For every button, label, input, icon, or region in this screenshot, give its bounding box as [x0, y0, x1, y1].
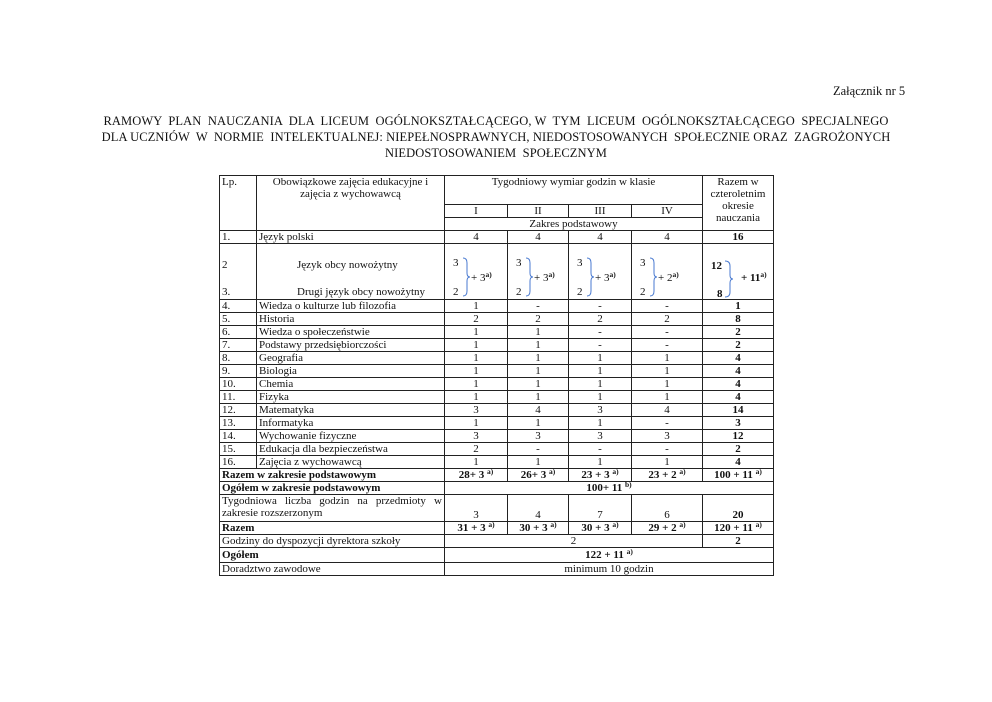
header-subjects: Obowiązkowe zajęcia edukacyjne i zajęcia z wychowawcą: [257, 176, 445, 231]
table-row: [220, 430, 774, 443]
header-class: IV: [632, 205, 703, 218]
row-value: 1: [445, 352, 508, 365]
row-value: 3: [445, 495, 508, 522]
row-lp: 14.: [220, 430, 257, 443]
row-value: -: [632, 443, 703, 456]
row-value: 1: [508, 365, 569, 378]
row-value: 3: [508, 430, 569, 443]
table-row: [220, 300, 774, 313]
row-value: 1: [508, 456, 569, 469]
row-name: Fizyka: [257, 391, 445, 404]
row-value: 2: [445, 313, 508, 326]
language-hours-bracket: [632, 244, 702, 298]
row-lp: 8.: [220, 352, 257, 365]
ogolem-podstawowy-row: [220, 482, 774, 495]
header-class: I: [445, 205, 508, 218]
curly-brace-icon: [462, 257, 470, 297]
row-total: 14: [703, 404, 774, 417]
row-value: 26+ 3 $^{a)}$: [508, 469, 569, 482]
table-row: [220, 404, 774, 417]
row-value: 1: [508, 391, 569, 404]
table-row: [220, 231, 774, 244]
row-total: 1: [703, 300, 774, 313]
row-total: 4: [703, 365, 774, 378]
header-total: Razem w czteroletnim okresie nauczania: [703, 176, 774, 231]
annex-label: Załącznik nr 5: [833, 84, 906, 98]
row-name: Matematyka: [257, 404, 445, 417]
table-row: [220, 352, 774, 365]
table-row: [220, 443, 774, 456]
dyrektor-row: [220, 535, 774, 548]
table-row: [220, 365, 774, 378]
row-value: 1: [569, 417, 632, 430]
row-lp: 9.: [220, 365, 257, 378]
bracket-top: 3: [516, 257, 522, 269]
row-value: 1: [508, 352, 569, 365]
row-value: -: [569, 326, 632, 339]
header-class: III: [569, 205, 632, 218]
title-line: DLA UCZNIÓW W NORMIE INTELEKTUALNEJ: NIEPEŁNOSPRAWNYCH, NIEDOSTOSOWANYCH SPOŁECZNIE ORAZ ZAGROŻONYCH: [101, 130, 891, 144]
row-total: 2: [703, 443, 774, 456]
row-name: Edukacja dla bezpieczeństwa: [257, 443, 445, 456]
row-value: 28+ 3 $^{a)}$: [445, 469, 508, 482]
row-total: 12: [703, 430, 774, 443]
row-value: 1: [508, 326, 569, 339]
row-value: 6: [632, 495, 703, 522]
table-row: [220, 326, 774, 339]
row-label: Ogółem w zakresie podstawowym: [220, 482, 445, 495]
row-lp: 3.: [222, 286, 231, 298]
row-value: 1: [632, 352, 703, 365]
razem-row: [220, 522, 774, 535]
bracket-top: 3: [640, 257, 646, 269]
table-row: [220, 313, 774, 326]
row-total: 20: [703, 495, 774, 522]
row-value: 2: [445, 443, 508, 456]
row-name: Biologia: [257, 365, 445, 378]
row-name: Wychowanie fizyczne: [257, 430, 445, 443]
row-total: 120 + 11 $^{a)}$: [703, 522, 774, 535]
row-lp: 5.: [220, 313, 257, 326]
row-value: -: [569, 300, 632, 313]
row-total: 4: [703, 352, 774, 365]
row-value: 1: [569, 456, 632, 469]
row-total: 4: [703, 456, 774, 469]
language-total-bracket: [703, 244, 773, 300]
curly-brace-icon: [649, 257, 657, 297]
row-total: 2: [703, 339, 774, 352]
row-label: Godziny do dyspozycji dyrektora szkoły: [220, 535, 445, 548]
header-class: II: [508, 205, 569, 218]
title-line: NIEDOSTOSOWANIEM SPOŁECZNYM: [384, 146, 608, 160]
row-value: 1: [508, 417, 569, 430]
row-value: -: [632, 417, 703, 430]
row-lp: 2: [222, 259, 228, 271]
row-value: 7: [569, 495, 632, 522]
row-lp: 11.: [220, 391, 257, 404]
bracket-bottom: 2: [516, 286, 522, 298]
bracket-plus: + $11^{a)}$: [741, 270, 767, 284]
table-row: [220, 378, 774, 391]
curly-brace-icon: [586, 257, 594, 297]
row-value: -: [508, 300, 569, 313]
row-value: -: [632, 300, 703, 313]
row-value: 1: [445, 300, 508, 313]
row-label: Doradztwo zawodowe: [220, 563, 445, 576]
row-value: 1: [632, 378, 703, 391]
row-lp: 16.: [220, 456, 257, 469]
row-name: Drugi język obcy nowożytny: [297, 286, 425, 298]
row-value: 1: [445, 326, 508, 339]
table-row: [220, 417, 774, 430]
bracket-plus: + $3^{a)}$: [534, 270, 555, 284]
row-value: -: [569, 339, 632, 352]
row-lp: 4.: [220, 300, 257, 313]
row-value: 2: [508, 313, 569, 326]
bracket-bottom: 8: [717, 288, 723, 300]
row-value: 30 + 3 $^{a)}$: [508, 522, 569, 535]
row-value: 4: [508, 404, 569, 417]
doradztwo-row: [220, 563, 774, 576]
row-lp: 6.: [220, 326, 257, 339]
row-lp: 10.: [220, 378, 257, 391]
bracket-bottom: 2: [640, 286, 646, 298]
row-value: minimum 10 godzin: [445, 563, 774, 576]
ogolem-row: [220, 548, 774, 563]
language-hours-bracket: [508, 244, 568, 298]
table-row: [220, 391, 774, 404]
language-hours-bracket: [569, 244, 631, 298]
row-value: 4: [445, 231, 508, 244]
row-name: Język polski: [257, 231, 445, 244]
row-total: 16: [703, 231, 774, 244]
row-name: Podstawy przedsiębiorczości: [257, 339, 445, 352]
row-value: 1: [508, 378, 569, 391]
header-lp: Lp.: [220, 176, 257, 231]
bracket-plus: + $2^{a)}$: [658, 270, 679, 284]
row-name: Język obcy nowożytny: [297, 259, 398, 271]
curly-brace-icon: [525, 257, 533, 297]
row-value: 3: [569, 430, 632, 443]
row-value: 3: [445, 430, 508, 443]
row-total: 2: [703, 535, 774, 548]
row-value: 4: [632, 231, 703, 244]
row-value: -: [632, 339, 703, 352]
row-value: 1: [508, 339, 569, 352]
row-name: Wiedza o kulturze lub filozofia: [257, 300, 445, 313]
row-name: Geografia: [257, 352, 445, 365]
table-row: [220, 339, 774, 352]
row-label: Razem w zakresie podstawowym: [220, 469, 445, 482]
row-value: 1: [569, 365, 632, 378]
bracket-top: 3: [453, 257, 459, 269]
bracket-top: 3: [577, 257, 583, 269]
bracket-bottom: 2: [453, 286, 459, 298]
row-value: 1: [632, 365, 703, 378]
row-name: Informatyka: [257, 417, 445, 430]
row-lp: 7.: [220, 339, 257, 352]
row-value: 2: [445, 535, 703, 548]
row-value: 100+ 11 $^{b)}$: [445, 482, 774, 495]
row-total: 2: [703, 326, 774, 339]
row-name: Chemia: [257, 378, 445, 391]
rozszerzony-row: [220, 495, 774, 522]
row-value: 3: [445, 404, 508, 417]
row-value: 29 + 2 $^{a)}$: [632, 522, 703, 535]
row-value: 31 + 3 $^{a)}$: [445, 522, 508, 535]
row-label: Tygodniowa liczba godzin na przedmioty w zakresie rozszerzonym: [220, 495, 445, 522]
header-scope: Zakres podstawowy: [445, 218, 703, 231]
bracket-bottom: 2: [577, 286, 583, 298]
row-lp: 12.: [220, 404, 257, 417]
row-value: 4: [508, 231, 569, 244]
bracket-plus: + $3^{a)}$: [471, 270, 492, 284]
row-lp: 15.: [220, 443, 257, 456]
row-value: 2: [569, 313, 632, 326]
document-title: [0, 113, 992, 161]
row-value: 1: [632, 456, 703, 469]
row-value: 1: [569, 378, 632, 391]
row-lp: 1.: [220, 231, 257, 244]
row-total: 8: [703, 313, 774, 326]
row-value: 122 + 11 $^{a)}$: [445, 548, 774, 563]
curly-brace-icon: [724, 260, 734, 298]
row-name: Wiedza o społeczeństwie: [257, 326, 445, 339]
row-value: 1: [569, 391, 632, 404]
row-name: Historia: [257, 313, 445, 326]
row-value: 4: [632, 404, 703, 417]
bracket-top: 12: [711, 260, 722, 272]
row-total: 100 + 11 $^{a)}$: [703, 469, 774, 482]
row-label: Razem: [220, 522, 445, 535]
table-row-languages: [220, 244, 774, 300]
row-value: 1: [569, 352, 632, 365]
row-value: 30 + 3 $^{a)}$: [569, 522, 632, 535]
header-weekly: Tygodniowy wymiar godzin w klasie: [445, 176, 703, 205]
row-value: 4: [508, 495, 569, 522]
bracket-plus: + $3^{a)}$: [595, 270, 616, 284]
row-value: -: [632, 326, 703, 339]
table-row: [220, 456, 774, 469]
language-hours-bracket: [445, 244, 507, 298]
teaching-plan-table: [219, 175, 774, 576]
row-value: 23 + 2 $^{a)}$: [632, 469, 703, 482]
row-value: 23 + 3 $^{a)}$: [569, 469, 632, 482]
row-value: 3: [569, 404, 632, 417]
row-total: 4: [703, 391, 774, 404]
row-value: 1: [445, 365, 508, 378]
row-lp: 13.: [220, 417, 257, 430]
row-value: 2: [632, 313, 703, 326]
row-name: Zajęcia z wychowawcą: [257, 456, 445, 469]
row-value: -: [569, 443, 632, 456]
row-value: -: [508, 443, 569, 456]
row-total: 4: [703, 378, 774, 391]
row-value: 1: [445, 417, 508, 430]
row-total: 3: [703, 417, 774, 430]
row-value: 1: [445, 378, 508, 391]
row-value: 1: [445, 456, 508, 469]
row-value: 3: [632, 430, 703, 443]
row-label: Ogółem: [220, 548, 445, 563]
row-value: 1: [445, 339, 508, 352]
razem-podstawowy-row: [220, 469, 774, 482]
row-value: 1: [632, 391, 703, 404]
row-value: 4: [569, 231, 632, 244]
title-line: RAMOWY PLAN NAUCZANIA DLA LICEUM OGÓLNOKSZTAŁCĄCEGO, W TYM LICEUM OGÓLNOKSZTAŁCĄCEGO SPECJALNEGO: [103, 114, 889, 128]
row-value: 1: [445, 391, 508, 404]
